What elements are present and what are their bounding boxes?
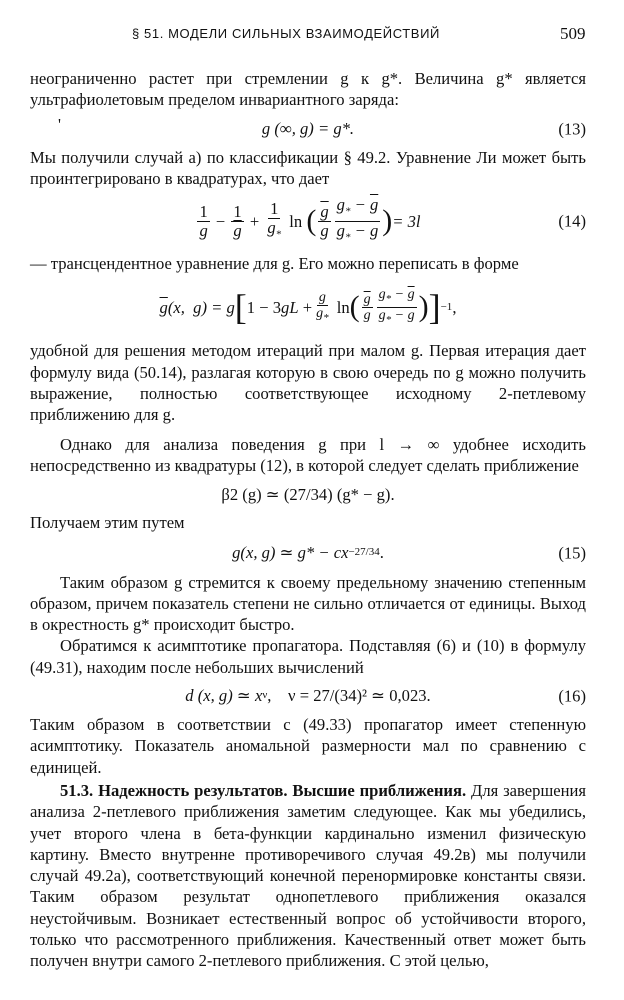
equation-13: [30, 114, 586, 144]
equation-15-number: (15): [558, 542, 586, 562]
paragraph-5: Однако для анализа поведения g при l → ∞ удобнее исходить непосредственно из квадратуры (12), в которой следует сделать приближение: [30, 434, 586, 475]
page-body: [30, 68, 586, 972]
equation-beta: [30, 479, 586, 509]
equation-13-body: g (∞, g) = g*.: [261, 118, 355, 138]
paragraph-9: Таким образом в соответствии с (49.33) пропагатор имеет степенную асимптотику. Показатель аномальной размерности мал по сравнению с единицей.: [30, 715, 586, 777]
equation-16-right: , ν = 27/(34)² ≃ 0,023.: [267, 686, 431, 706]
section-heading: 51.3. Надежность результатов. Высшие приближения.: [60, 780, 467, 800]
equation-15-body: g(x, g) ≃ g* − cx: [232, 542, 349, 562]
equation-form-suffix: ,: [452, 297, 457, 317]
equation-15-tail: .: [379, 542, 384, 562]
paragraph-7: Таким образом g стремится к своему предельному значению степенным образом, причем показатель степени не сильно отличается от единицы. Выход в окрестность g* происходит быстро.: [30, 572, 586, 635]
paragraph-3: — трансцендентное уравнение для g. Его можно переписать в форме: [30, 254, 519, 274]
running-header: [0, 26, 624, 50]
section-text: Для завершения анализа 2-петлевого приближения заметим следующее. Как мы убедились, учет второго члена в бета-функции кардинально изменил физическую картину. Вместо внутренне противоречивого случая 49.2в) мы получили случай 49.2а), соответствующий конечной перенормировке константы связи. Таким образом результат однопетлевого приближения оказался неустойчивым. Возникает естественный вопрос об устойчивости второго, только что рассмотренного приближения. Качественный ответ может быть получен внутри самого 2-петлевого приближения. С этой целью,: [30, 780, 586, 971]
equation-15: [30, 537, 586, 569]
equation-16: [30, 681, 586, 711]
stray-mark: ': [58, 114, 61, 134]
equation-form: $\overline{g}$ (x, g) = g [ 1 − 3gL + $\frac{g}{g_*}$ ln ( $\frac{\overline{g}}{g}$ $\frac{g_* - \overline{g}}{g_* - g}$ ) ] −1 ,: [159, 287, 457, 328]
page-number: 509: [560, 24, 586, 43]
equation-beta-body: β2 (g) ≃ (27/34) (g* − g).: [221, 484, 395, 504]
equation-13-number: (13): [558, 118, 586, 138]
equation-16-exponent: ν: [262, 689, 268, 702]
paragraph-2: Мы получили случай а) по классификации § 49.2. Уравнение Ли может быть проинтегрировано в квадратурах, что дает: [30, 147, 586, 188]
paragraph-1: неограниченно растет при стремлении g к g*. Величина g* является ультрафиолетовым пределом инвариантного заряда:: [30, 69, 586, 110]
equation-16-number: (16): [558, 686, 586, 706]
equation-14: $\frac{1}{g}$ − $\frac{1}{g}$ + $\frac{1}{g_*}$ ln ( $\frac{\overline{g}}{g}$ $\frac{g_* - \overline{g}}{g_* - g}$ ) = 3l (14): [199, 195, 586, 243]
section-51-3: [30, 780, 586, 972]
paragraph-6: Получаем этим путем: [30, 513, 185, 533]
equation-14-number: (14): [558, 211, 586, 231]
chapter-title: § 51. МОДЕЛИ СИЛЬНЫХ ВЗАИМОДЕЙСТВИЙ: [132, 26, 440, 41]
paragraph-8: Обратимся к асимптотике пропагатора. Подставляя (6) и (10) в формулу (49.31), находим после небольших вычислений: [30, 636, 586, 677]
equation-form-power: −1: [440, 300, 453, 313]
equation-15-exponent: −27/34: [348, 545, 380, 558]
equation-16-body: d (x, g) ≃ x: [185, 686, 263, 706]
paragraph-4: удобной для решения методом итераций при малом g. Первая итерация дает формулу вида (50.14), разлагая которую в свою очередь по g можно получить выражение, полностью соответствующее исходному 2-петлевому приближению для g.: [30, 341, 586, 425]
equation-14-rhs: = 3l: [392, 211, 421, 231]
